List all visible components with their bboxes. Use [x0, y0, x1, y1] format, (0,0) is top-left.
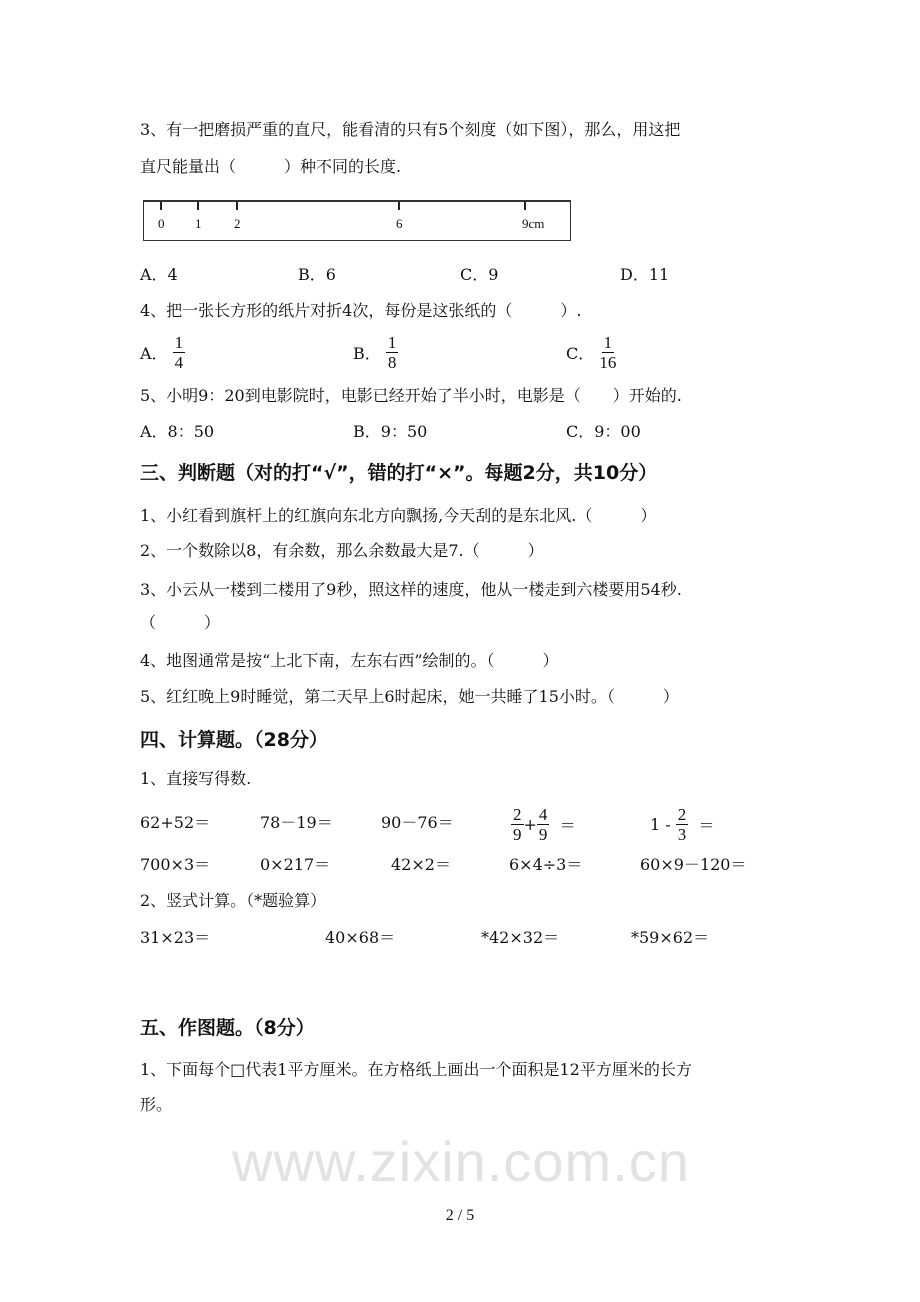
q3-option-c: C．9 [460, 265, 499, 284]
draw-question-line2: 形。 [140, 1095, 173, 1114]
denominator: 4 [174, 352, 184, 372]
judge-item-paren: （ ） [140, 613, 221, 632]
denominator: 8 [387, 352, 397, 372]
option-label: B． [353, 343, 381, 363]
numerator: 1 [174, 332, 184, 352]
judge-item: 3、小云从一楼到二楼用了9秒，照这样的速度，他从一楼走到六楼要用54秒. [140, 580, 682, 599]
ruler-mark: 2 [234, 216, 241, 231]
judge-item: 5、红红晚上9时睡觉，第二天早上6时起床，她一共睡了15小时。（ ） [140, 687, 679, 706]
q5-option-b: B．9：50 [353, 422, 428, 441]
section-4-title: 四、计算题。（28分） [140, 729, 328, 751]
option-label: A． [140, 343, 168, 363]
q4-option-c [566, 328, 616, 376]
judge-item: 2、一个数除以8，有余数，那么余数最大是7.（ ） [140, 541, 544, 560]
ruler-mark: 1 [195, 216, 202, 231]
fraction [386, 333, 399, 372]
draw-question-line1: 1、下面每个□代表1平方厘米。在方格纸上画出一个面积是12平方厘米的长方 [140, 1060, 692, 1079]
q3-line1: 3、有一把磨损严重的直尺，能看清的只有5个刻度（如下图），那么，用这把 [140, 120, 681, 139]
calc-item: 31×23＝ [140, 928, 211, 947]
ruler-mark: 6 [396, 216, 403, 231]
numerator: 4 [538, 804, 548, 824]
calc-fraction-diff [650, 800, 714, 848]
calc-item: 0×217＝ [260, 855, 331, 874]
ruler-mark: 0 [158, 216, 165, 231]
calc-item: 40×68＝ [325, 928, 396, 947]
q5-option-c: C．9：00 [566, 422, 641, 441]
q4-option-a [140, 328, 185, 376]
q5-text: 5、小明9：20到电影院时，电影已经开始了半小时，电影是（ ）开始的. [140, 386, 682, 405]
section-5-title: 五、作图题。（8分） [140, 1017, 315, 1039]
q3-line2: 直尺能量出（ ）种不同的长度. [140, 157, 402, 176]
equals: ＝ [559, 815, 576, 835]
operator: + [523, 814, 537, 834]
numerator: 2 [513, 804, 522, 824]
denominator: 16 [599, 352, 617, 372]
q4-option-b [353, 328, 398, 376]
calc-item: *42×32＝ [481, 928, 560, 947]
denominator: 3 [677, 824, 687, 844]
calc-item: 42×2＝ [391, 855, 451, 874]
judge-item: 4、地图通常是按“上北下南，左东右西”绘制的。（ ） [140, 651, 559, 670]
calc-item: 60×9－120＝ [640, 855, 747, 874]
calc-item: *59×62＝ [631, 928, 710, 947]
numerator: 1 [603, 332, 613, 352]
fraction [676, 805, 689, 844]
calc-fraction-sum [511, 800, 576, 848]
section-3-title: 三、判断题（对的打“√”，错的打“×”。每题2分，共10分） [140, 462, 658, 484]
q4-text: 4、把一张长方形的纸片对折4次，每份是这张纸的（ ）. [140, 301, 582, 320]
sub-question-2: 2、竖式计算。（*题验算） [140, 891, 327, 910]
q3-option-a: A．4 [140, 265, 178, 284]
numerator: 1 [387, 332, 397, 352]
calc-item: 6×4÷3＝ [509, 855, 583, 874]
denominator: 9 [538, 824, 548, 844]
page-number: 2 / 5 [445, 1207, 475, 1224]
ruler-figure [143, 200, 571, 241]
option-label: C． [566, 343, 595, 363]
q3-option-d: D．11 [620, 265, 670, 284]
calc-item: 62+52＝ [140, 813, 211, 832]
numerator: 2 [677, 804, 687, 824]
fraction [537, 805, 550, 844]
calc-item: 78－19＝ [260, 813, 333, 832]
fraction [511, 805, 524, 844]
q3-option-b: B．6 [298, 265, 336, 284]
ruler-mark: 9cm [522, 216, 545, 231]
calc-item: 700×3＝ [140, 855, 211, 874]
q5-option-a: A．8：50 [140, 422, 215, 441]
denominator: 9 [513, 824, 522, 844]
fraction [173, 333, 186, 372]
fraction [599, 333, 616, 372]
judge-item: 1、小红看到旗杆上的红旗向东北方向飘扬,今天刮的是东北风.（ ） [140, 506, 657, 525]
calc-item: 90－76＝ [381, 813, 454, 832]
lead: 1 - [650, 814, 671, 834]
equals: ＝ [698, 815, 715, 835]
sub-question-1: 1、直接写得数. [140, 769, 252, 788]
watermark: www.zixin.com.cn [232, 1130, 690, 1193]
